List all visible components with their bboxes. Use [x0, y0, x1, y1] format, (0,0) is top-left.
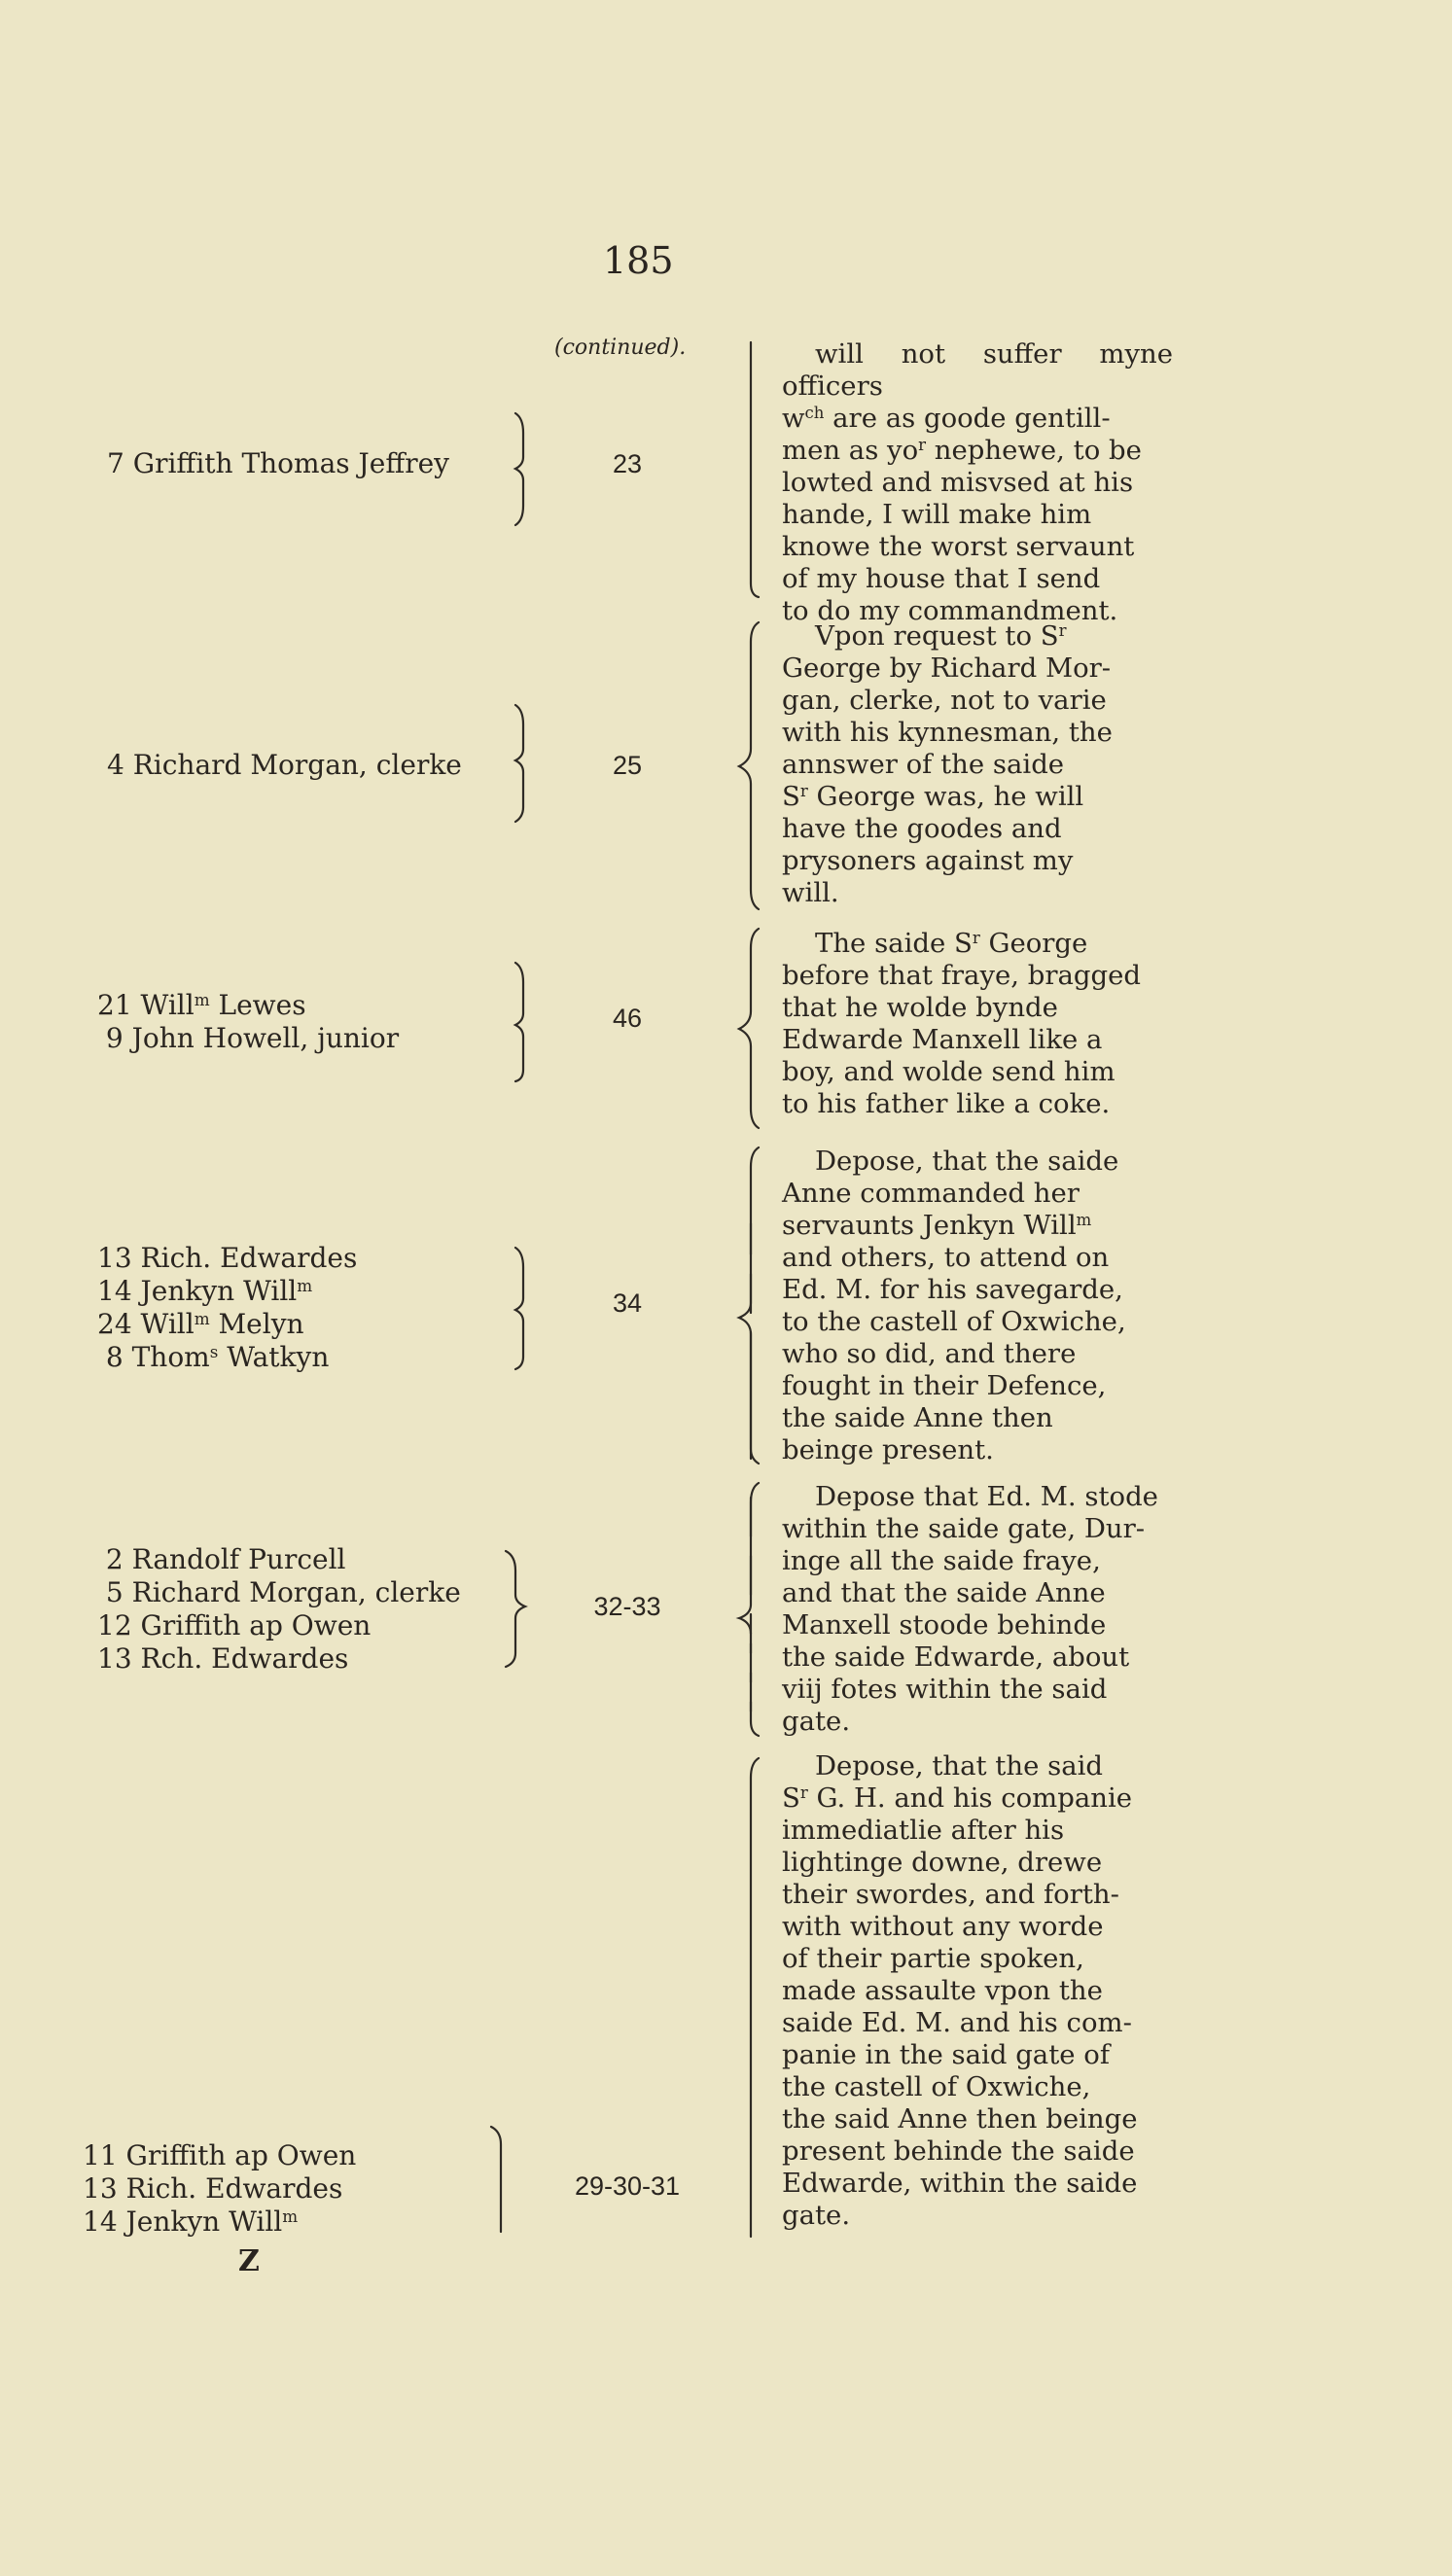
text-line: men as $yo^r$ nephewe, to be — [782, 435, 1142, 466]
entry-2-names — [107, 749, 462, 782]
text-line: $S^r$ George was, he will — [782, 781, 1084, 812]
text-line: immediatlie after his — [782, 1815, 1065, 1846]
brace-text-4 — [739, 1483, 759, 1736]
text-line: gan, clerke, not to varie — [782, 685, 1107, 716]
name-line: 8 Thom$^s$ Watkyn — [97, 1341, 330, 1373]
entry-6-names — [83, 2139, 356, 2239]
text-line: Depose, that the said — [815, 1750, 1103, 1782]
superscript-abbrev: r — [799, 781, 808, 800]
name-line: 13 Rich. Edwardes — [83, 2172, 343, 2205]
text-line: Depose, that the saide — [815, 1146, 1119, 1177]
text-line: within the saide gate, Dur- — [782, 1513, 1146, 1544]
brace-name-6 — [491, 2127, 501, 2232]
entry-4-text — [782, 1146, 1173, 1466]
name-line: 5 Richard Morgan, clerke — [97, 1576, 461, 1608]
entry-4-ref: 34 — [612, 1288, 643, 1318]
text-line: panie in the said gate of — [782, 2039, 1110, 2070]
text-line: Manxell stoode behinde — [782, 1609, 1107, 1641]
name-line: 14 Jenkyn Will$^m$ — [97, 1275, 313, 1307]
superscript-abbrev: r — [972, 928, 980, 947]
superscript-abbrev: r — [918, 435, 927, 454]
text-line: The saide $S^r$ George — [815, 928, 1088, 959]
page-number: 185 — [603, 239, 674, 282]
text-line: knowe the worst servaunt — [782, 531, 1135, 562]
entry-1-ref: 23 — [612, 449, 643, 478]
entry-1-text — [782, 338, 1173, 627]
text-line: have the goodes and — [782, 813, 1062, 844]
brace-name-2 — [515, 705, 523, 822]
name-line: 24 Will$^m$ Melyn — [97, 1308, 304, 1340]
text-line: and that the saide Anne — [782, 1577, 1106, 1608]
text-line: Anne commanded her — [782, 1178, 1080, 1209]
name-line: 7 Griffith Thomas Jeffrey — [107, 447, 449, 479]
entry-6-ref: 29-30-31 — [574, 2171, 681, 2201]
text-line: with without any worde — [782, 1911, 1104, 1942]
superscript-abbrev: m — [1076, 1210, 1092, 1229]
entry-5-text — [782, 1481, 1173, 1738]
text-line: Ed. M. for his savegarde, — [782, 1274, 1123, 1305]
continued-label: (continued). — [554, 335, 687, 360]
text-line: present behinde the saide — [782, 2135, 1135, 2167]
text-line: Vpon request to $S^r$ — [815, 620, 1067, 652]
text-line: gate. — [782, 2200, 851, 2231]
text-line: Depose that Ed. M. stode — [815, 1481, 1158, 1512]
entry-5-ref: 32-33 — [593, 1592, 661, 1621]
name-line: 12 Griffith ap Owen — [97, 1609, 372, 1641]
text-line: beinge present. — [782, 1434, 994, 1465]
brace-name-5 — [506, 1551, 525, 1667]
text-line: of my house that I send — [782, 563, 1101, 594]
entry-5-names — [97, 1543, 461, 1676]
entry-2-text — [782, 620, 1173, 909]
text-line: the saide Edwarde, about — [782, 1641, 1130, 1673]
text-line: to his father like a coke. — [782, 1088, 1111, 1119]
text-line: made assaulte vpon the — [782, 1975, 1103, 2006]
text-line: their swordes, and forth- — [782, 1879, 1119, 1910]
text-line: of their partie spoken, — [782, 1943, 1084, 1974]
name-line: 2 Randolf Purcell — [97, 1543, 346, 1575]
text-line: that he wolde bynde — [782, 992, 1058, 1023]
brace-text-1 — [739, 622, 759, 909]
name-line: 21 Will$^m$ Lewes — [97, 989, 306, 1021]
text-line: and others, to attend on — [782, 1242, 1110, 1273]
name-line: 9 John Howell, junior — [97, 1022, 400, 1054]
text-line: the castell of Oxwiche, — [782, 2071, 1091, 2102]
text-line: will. — [782, 877, 839, 908]
text-line: to do my commandment. — [782, 595, 1118, 626]
name-line: 11 Griffith ap Owen — [83, 2139, 357, 2171]
name-line: 4 Richard Morgan, clerke — [107, 749, 462, 781]
text-line: lightinge downe, drewe — [782, 1847, 1103, 1878]
name-line: 14 Jenkyn Will$^m$ — [83, 2205, 299, 2238]
text-line: with his kynnesman, the — [782, 717, 1113, 748]
text-line: gate. — [782, 1706, 851, 1737]
text-line: lowted and misvsed at his — [782, 467, 1134, 498]
entry-6-text — [782, 1750, 1173, 2232]
superscript-abbrev: r — [799, 1782, 808, 1802]
superscript-abbrev: s — [209, 1341, 219, 1361]
text-line: the said Anne then beinge — [782, 2103, 1138, 2135]
entry-1-names — [107, 447, 449, 480]
text-line: prysoners against my — [782, 845, 1074, 876]
name-line: 13 Rich. Edwardes — [97, 1242, 358, 1274]
entry-2-ref: 25 — [612, 751, 643, 780]
superscript-abbrev: m — [194, 989, 210, 1009]
text-line: servaunts Jenkyn Will$^m$ — [782, 1210, 1092, 1241]
text-line: who so did, and there — [782, 1338, 1077, 1369]
rule-1 — [751, 342, 759, 597]
entry-3-ref: 46 — [612, 1004, 643, 1033]
text-line: to the castell of Oxwiche, — [782, 1306, 1126, 1337]
text-line: saide Ed. M. and his com- — [782, 2007, 1132, 2038]
superscript-abbrev: m — [282, 2205, 299, 2226]
brace-text-5 — [751, 1758, 759, 2237]
text-line: viij fotes within the said — [782, 1674, 1108, 1705]
brace-text-2 — [739, 929, 759, 1128]
signature-mark: Z — [238, 2244, 260, 2278]
text-line: Edwarde Manxell like a — [782, 1024, 1103, 1055]
brace-name-3 — [515, 963, 523, 1081]
text-line: $S^r$ G. H. and his companie — [782, 1782, 1133, 1814]
superscript-abbrev: m — [194, 1308, 210, 1328]
text-line: will not suffer myne officers — [782, 338, 1173, 402]
superscript-abbrev: r — [1058, 620, 1067, 640]
entry-3-text — [782, 928, 1173, 1120]
text-line: the saide Anne then — [782, 1402, 1053, 1433]
text-line: hande, I will make him — [782, 499, 1092, 530]
entry-4-names — [97, 1242, 357, 1374]
name-line: 13 Rch. Edwardes — [97, 1642, 349, 1675]
text-line: inge all the saide fraye, — [782, 1545, 1101, 1576]
text-line: fought in their Defence, — [782, 1370, 1107, 1401]
entry-3-names — [97, 989, 399, 1055]
brace-name-4 — [515, 1248, 523, 1369]
text-line: George by Richard Mor- — [782, 653, 1112, 684]
text-line: before that fraye, bragged — [782, 960, 1141, 991]
text-line: annswer of the saide — [782, 749, 1065, 780]
brace-text-3 — [739, 1147, 759, 1464]
text-line: $w^{ch}$ are as goode gentill- — [782, 403, 1111, 434]
brace-name-1 — [515, 413, 523, 525]
superscript-abbrev: ch — [804, 403, 825, 422]
text-line: Edwarde, within the saide — [782, 2168, 1138, 2199]
text-line: boy, and wolde send him — [782, 1056, 1116, 1087]
superscript-abbrev: m — [297, 1275, 313, 1295]
